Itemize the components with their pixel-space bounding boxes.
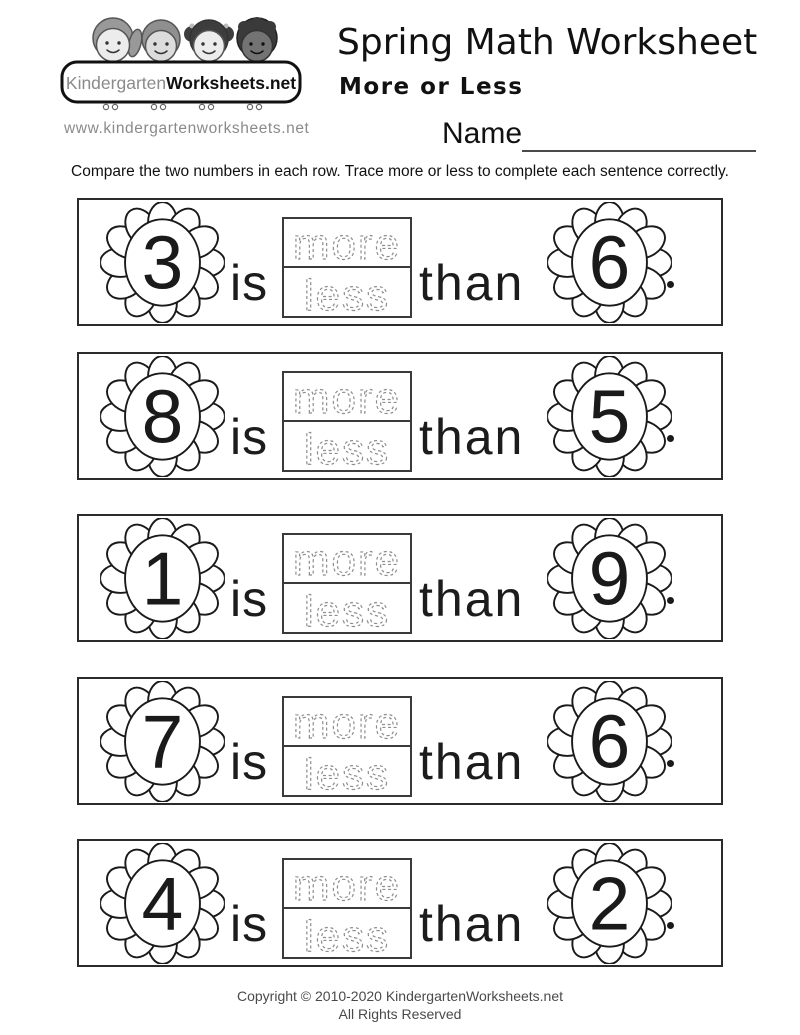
flower-icon <box>100 681 225 802</box>
trace-more-cell[interactable] <box>284 860 410 909</box>
flower-icon <box>100 202 225 323</box>
trace-less-word: less <box>303 271 391 316</box>
website-url: www.kindergartenworksheets.net <box>64 120 310 137</box>
flower-icon <box>547 356 672 477</box>
name-label: Name <box>442 117 523 150</box>
trace-more-cell[interactable] <box>284 698 410 747</box>
than-word: than <box>419 409 525 465</box>
left-number: 7 <box>141 699 184 784</box>
trace-less-cell[interactable] <box>284 747 410 795</box>
flower-icon <box>547 202 672 323</box>
left-number: 3 <box>141 220 184 305</box>
trace-less-word: less <box>303 912 391 957</box>
than-word: than <box>419 734 525 790</box>
right-number: 2 <box>588 861 631 946</box>
is-word: is <box>230 409 269 465</box>
name-write-line[interactable] <box>522 116 756 152</box>
right-number: 5 <box>588 374 631 459</box>
trace-more-cell[interactable] <box>284 373 410 422</box>
trace-less-cell[interactable] <box>284 584 410 632</box>
flower-icon <box>547 843 672 964</box>
trace-box <box>282 533 412 634</box>
left-number: 4 <box>141 861 184 946</box>
is-word: is <box>230 255 269 311</box>
trace-less-cell[interactable] <box>284 909 410 957</box>
period <box>667 597 674 604</box>
footer-rights: All Rights Reserved <box>338 1006 462 1022</box>
trace-box <box>282 696 412 797</box>
worksheet-row <box>77 839 723 967</box>
period <box>667 922 674 929</box>
name-row <box>442 116 756 152</box>
is-word: is <box>230 571 269 627</box>
trace-box <box>282 371 412 472</box>
worksheet-row <box>77 514 723 642</box>
trace-more-word: more <box>292 374 402 418</box>
page-title: Spring Math Worksheet <box>337 22 758 63</box>
flower-icon <box>547 518 672 639</box>
kids-logo-icon <box>56 12 306 114</box>
logo-brand-text <box>66 73 296 93</box>
feet-icon <box>103 104 261 109</box>
flower-icon <box>100 356 225 477</box>
worksheet-row <box>77 352 723 480</box>
trace-more-word: more <box>292 861 402 905</box>
trace-less-word: less <box>303 750 391 795</box>
than-word: than <box>419 896 525 952</box>
footer-copyright: Copyright © 2010-2020 KindergartenWorksheets.net <box>236 988 564 1004</box>
trace-more-word: more <box>292 220 402 264</box>
period <box>667 760 674 767</box>
trace-more-word: more <box>292 536 402 580</box>
trace-more-cell[interactable] <box>284 535 410 584</box>
flower-icon <box>100 843 225 964</box>
kid-boy-gray-icon <box>142 20 180 62</box>
flower-icon <box>100 518 225 639</box>
right-number: 6 <box>588 220 631 305</box>
left-number: 8 <box>141 374 184 459</box>
trace-more-cell[interactable] <box>284 219 410 268</box>
kid-girl-ponytail-icon <box>93 18 144 62</box>
trace-less-cell[interactable] <box>284 268 410 316</box>
instruction-text: Compare the two numbers in each row. Trace more or less to complete each sentence correctly. <box>71 163 729 180</box>
is-word: is <box>230 896 269 952</box>
trace-less-word: less <box>303 425 391 470</box>
period <box>667 435 674 442</box>
worksheet-row <box>77 198 723 326</box>
left-number: 1 <box>141 536 184 621</box>
logo-brand-black: Worksheets.net <box>166 73 297 93</box>
flower-icon <box>547 681 672 802</box>
worksheet-row <box>77 677 723 805</box>
trace-more-word: more <box>292 699 402 743</box>
page-subtitle: More or Less <box>339 74 524 100</box>
than-word: than <box>419 571 525 627</box>
trace-box <box>282 217 412 318</box>
trace-less-cell[interactable] <box>284 422 410 470</box>
than-word: than <box>419 255 525 311</box>
trace-box <box>282 858 412 959</box>
logo-brand-gray: Kindergarten <box>65 73 167 93</box>
right-number: 6 <box>588 699 631 784</box>
period <box>667 281 674 288</box>
kid-girl-pigtails-icon <box>184 20 234 62</box>
is-word: is <box>230 734 269 790</box>
right-number: 9 <box>588 536 631 621</box>
trace-less-word: less <box>303 587 391 632</box>
kid-boy-curly-icon <box>237 17 277 62</box>
